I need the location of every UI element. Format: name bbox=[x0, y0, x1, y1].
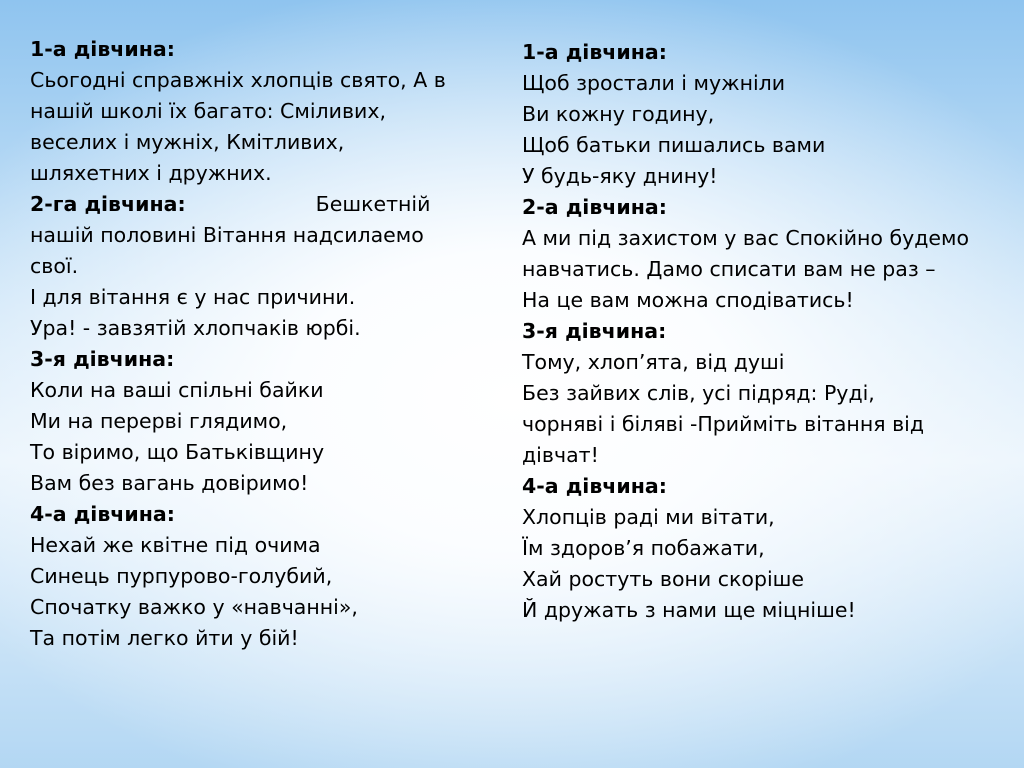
poem-line: То віримо, що Батьківщину bbox=[30, 440, 325, 464]
poem-line: свої. bbox=[30, 254, 79, 278]
poem-line: веселих і мужніх, Кмітливих, bbox=[30, 130, 345, 154]
poem-line: дівчат! bbox=[522, 443, 599, 467]
poem-line: Бешкетній bbox=[315, 192, 431, 216]
poem-line: Ми на перерві глядимо, bbox=[30, 409, 288, 433]
right-column bbox=[522, 37, 1017, 626]
poem-line: Ви кожну годину, bbox=[522, 102, 715, 126]
poem-line: Й дружать з нами ще міцніше! bbox=[522, 598, 856, 622]
poem-line: Хай ростуть вони скоріше bbox=[522, 567, 805, 591]
poem-line: Та потім легко йти у бій! bbox=[30, 626, 299, 650]
poem-line: Тому, хлоп’ята, від душі bbox=[522, 350, 785, 374]
speaker-heading: 1-а дівчина: bbox=[522, 40, 667, 64]
poem-line: Без зайвих слів, усі підряд: Руді, bbox=[522, 381, 875, 405]
poem-line: Щоб зростали і мужніли bbox=[522, 71, 786, 95]
poem-line: Хлопців раді ми вітати, bbox=[522, 505, 775, 529]
poem-line: нашій половині Вітання надсилаемо bbox=[30, 223, 424, 247]
poem-line: Ура! - завзятій хлопчаків юрбі. bbox=[30, 316, 361, 340]
speaker-heading: 2-а дівчина: bbox=[522, 195, 667, 219]
poem-line: Щоб батьки пишались вами bbox=[522, 133, 826, 157]
poem-line: Коли на ваші спільні байки bbox=[30, 378, 324, 402]
poem-line: Нехай же квітне під очима bbox=[30, 533, 321, 557]
poem-line: На це вам можна сподіватись! bbox=[522, 288, 854, 312]
speaker-heading: 1-а дівчина: bbox=[30, 37, 175, 61]
poem-line: шляхетних і дружних. bbox=[30, 161, 272, 185]
speaker-heading-row bbox=[30, 189, 490, 220]
poem-line: У будь-яку днину! bbox=[522, 164, 718, 188]
poem-line: навчатись. Дамо списати вам не раз – bbox=[522, 257, 936, 281]
speaker-heading: 4-а дівчина: bbox=[30, 502, 175, 526]
poem-line: нашій школі їх багато: Сміливих, bbox=[30, 99, 386, 123]
poem-line: Вам без вагань довіримо! bbox=[30, 471, 309, 495]
speaker-heading: 3-я дівчина: bbox=[522, 319, 667, 343]
poem-line: Їм здоров’я побажати, bbox=[522, 536, 765, 560]
speaker-heading: 4-а дівчина: bbox=[522, 474, 667, 498]
speaker-heading: 3-я дівчина: bbox=[30, 347, 175, 371]
poem-line: А ми під захистом у вас Спокійно будемо bbox=[522, 226, 970, 250]
poem-line: Спочатку важко у «навчанні», bbox=[30, 595, 358, 619]
poem-line: чорняві і біляві -Прийміть вітання від bbox=[522, 412, 925, 436]
poem-line: Сьогодні справжніх хлопців свято, А в bbox=[30, 68, 446, 92]
speaker-heading: 2-га дівчина: bbox=[30, 192, 186, 216]
poem-line: Синець пурпурово-голубий, bbox=[30, 564, 333, 588]
left-column bbox=[30, 34, 490, 654]
poem-line: І для вітання є у нас причини. bbox=[30, 285, 356, 309]
